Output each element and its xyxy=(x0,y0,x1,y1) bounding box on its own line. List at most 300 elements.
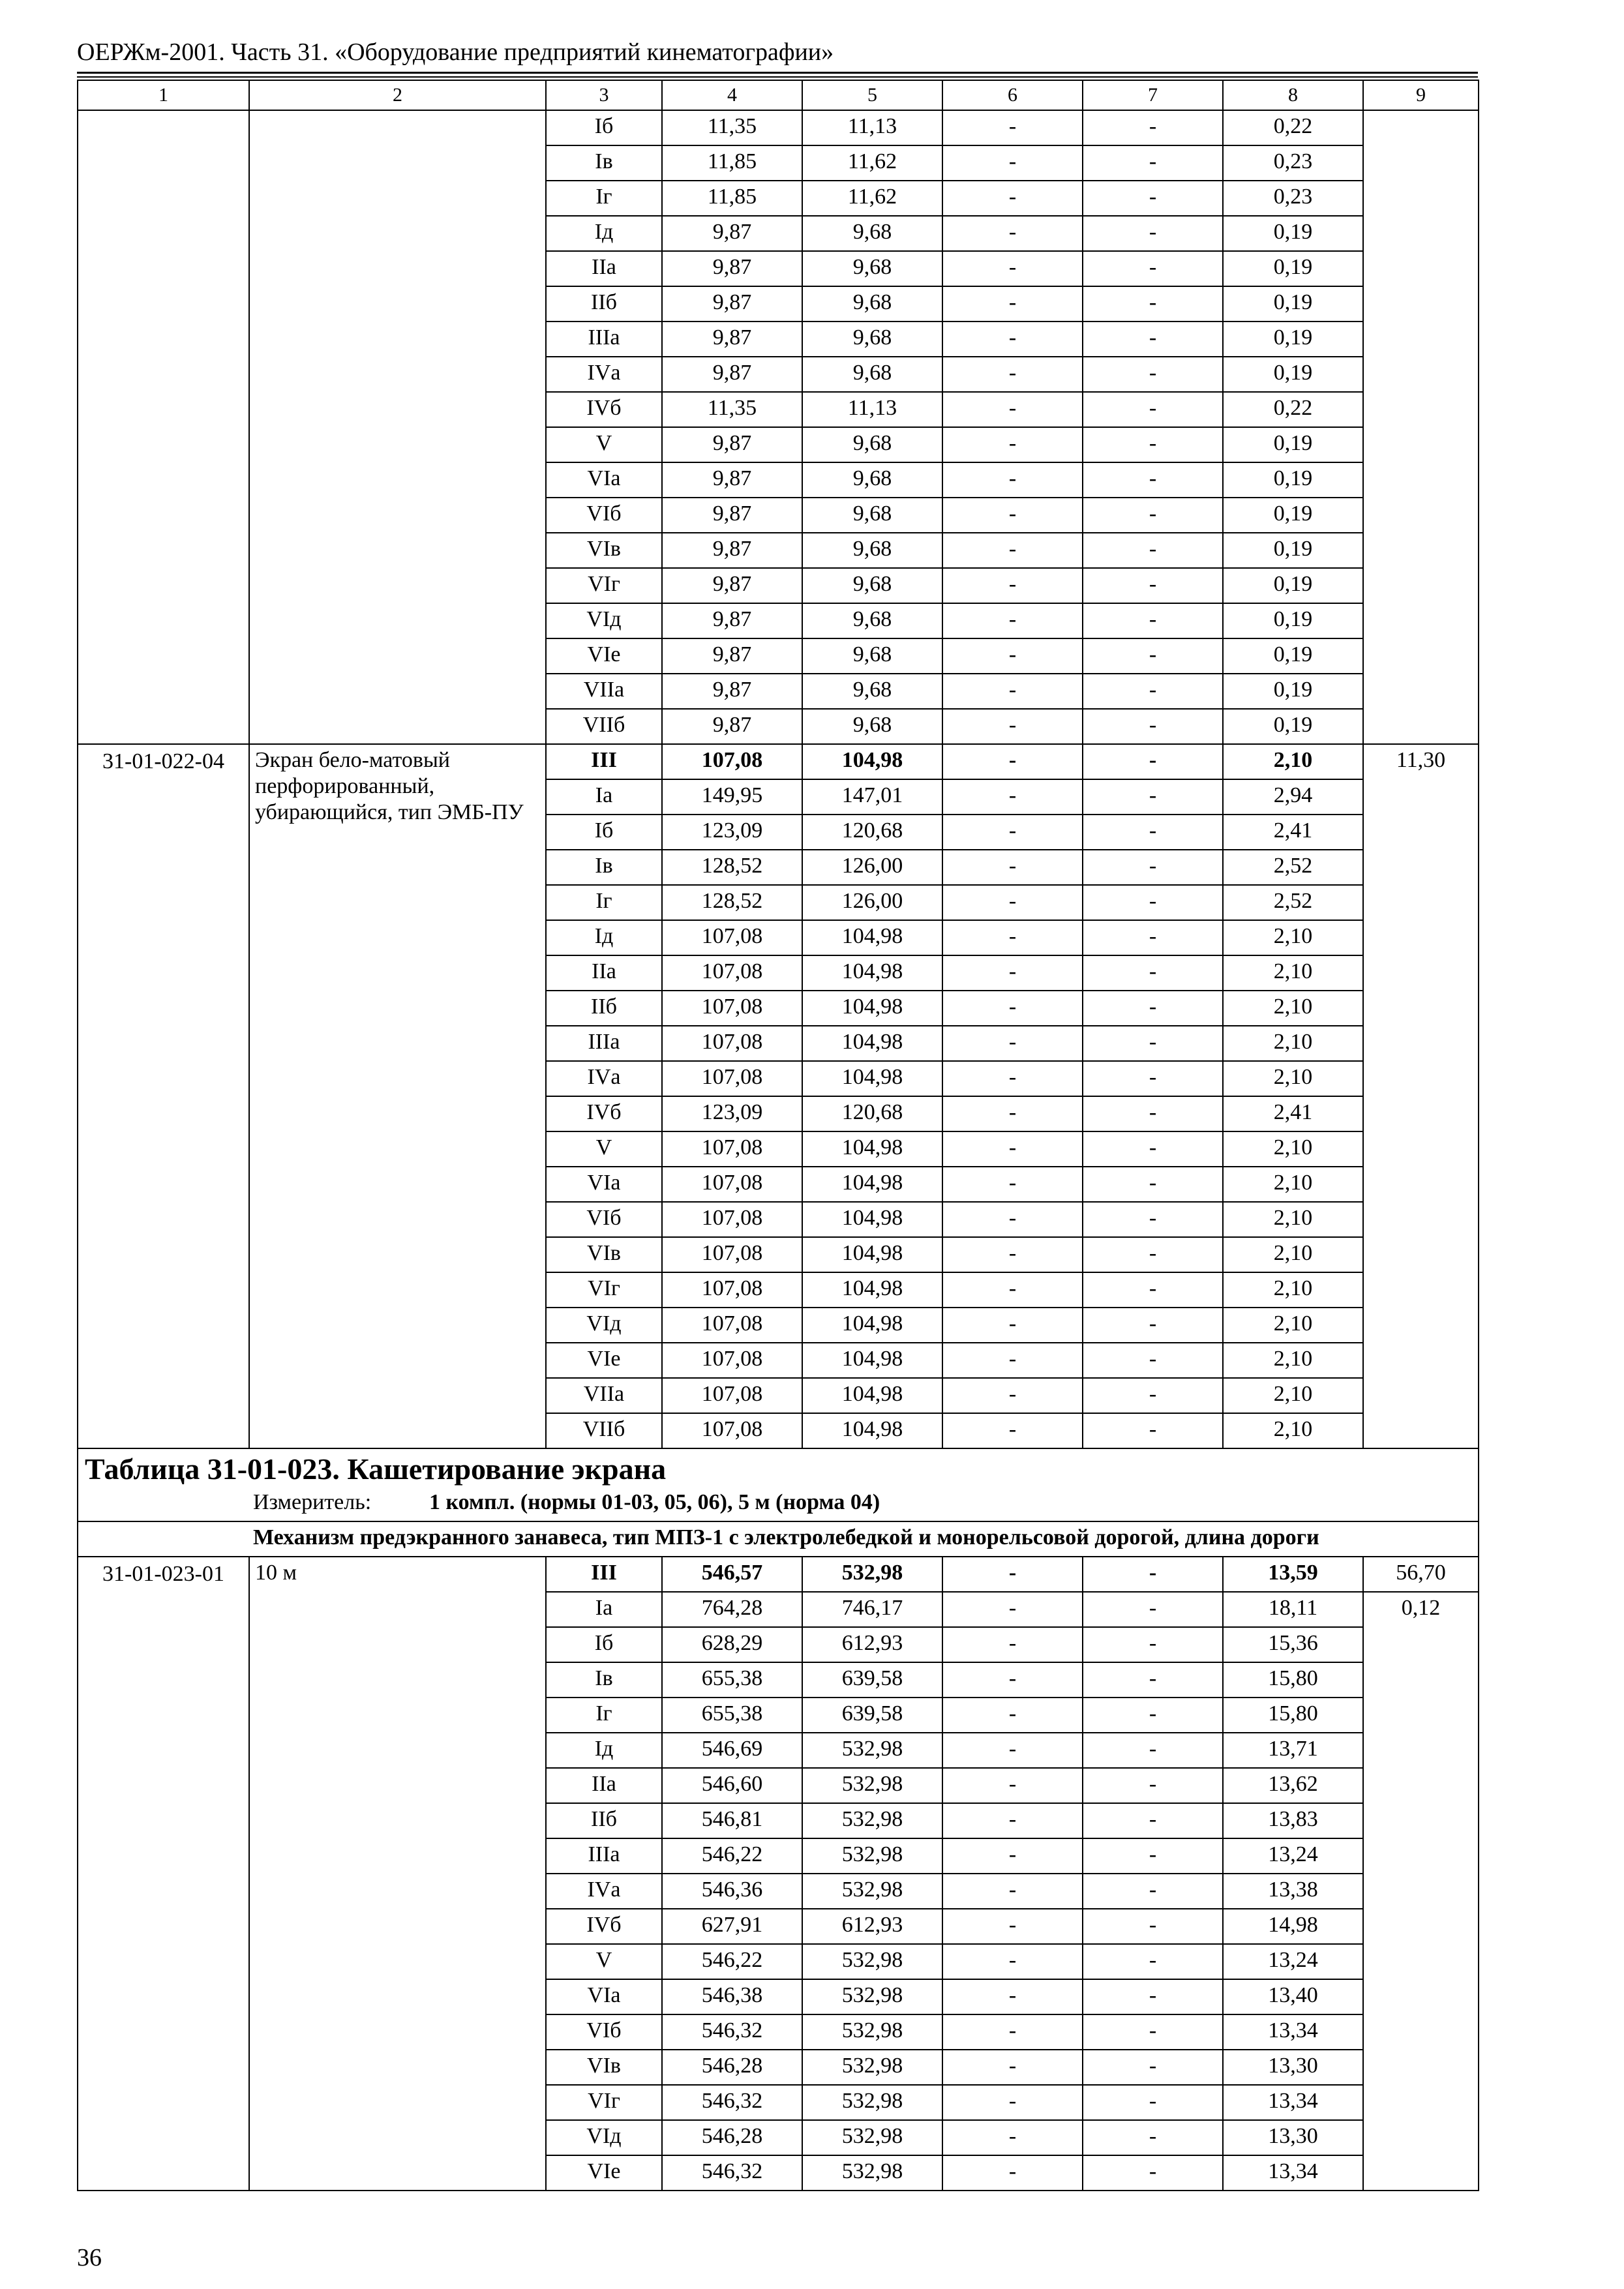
total-cost-cell: 546,32 xyxy=(662,2155,802,2191)
driver-wages-cell: - xyxy=(1083,1874,1223,1909)
total-cost-cell: 9,87 xyxy=(662,357,802,392)
driver-wages-cell: - xyxy=(1083,1026,1223,1061)
wages-cell: 9,68 xyxy=(802,568,942,603)
wages-cell: 639,58 xyxy=(802,1698,942,1733)
zone-cell: Iб xyxy=(546,815,662,850)
zone-cell: VIа xyxy=(546,1167,662,1202)
wages-cell: 9,68 xyxy=(802,709,942,744)
materials-cell: 13,30 xyxy=(1223,2050,1363,2085)
driver-wages-cell: - xyxy=(1083,885,1223,920)
driver-wages-cell: - xyxy=(1083,603,1223,638)
materials-cell: 13,34 xyxy=(1223,2014,1363,2050)
header-rule xyxy=(77,72,1478,74)
materials-cell: 0,19 xyxy=(1223,498,1363,533)
materials-cell: 2,10 xyxy=(1223,1308,1363,1343)
wages-cell: 9,68 xyxy=(802,674,942,709)
wages-cell: 104,98 xyxy=(802,991,942,1026)
zone-cell: III xyxy=(546,1557,662,1592)
machines-cell: - xyxy=(942,815,1083,850)
materials-cell: 13,24 xyxy=(1223,1944,1363,1979)
driver-wages-cell: - xyxy=(1083,2014,1223,2050)
driver-wages-cell: - xyxy=(1083,216,1223,251)
zone-cell: III xyxy=(546,744,662,779)
materials-cell: 15,80 xyxy=(1223,1662,1363,1698)
materials-cell: 2,10 xyxy=(1223,1202,1363,1237)
description-cell xyxy=(249,110,546,744)
materials-cell: 13,71 xyxy=(1223,1733,1363,1768)
materials-cell: 0,19 xyxy=(1223,462,1363,498)
materials-cell: 2,10 xyxy=(1223,1343,1363,1378)
page-header: ОЕРЖм-2001. Часть 31. «Оборудование предприятий кинематографии» xyxy=(77,38,834,66)
materials-cell: 13,34 xyxy=(1223,2155,1363,2191)
wages-cell: 532,98 xyxy=(802,1768,942,1803)
zone-cell: Iб xyxy=(546,1627,662,1662)
total-cost-cell: 655,38 xyxy=(662,1662,802,1698)
total-cost-cell: 128,52 xyxy=(662,850,802,885)
wages-cell: 104,98 xyxy=(802,920,942,955)
total-cost-cell: 546,36 xyxy=(662,1874,802,1909)
total-cost-cell: 546,38 xyxy=(662,1979,802,2014)
zone-cell: VIIб xyxy=(546,1413,662,1448)
materials-cell: 2,10 xyxy=(1223,955,1363,991)
driver-wages-cell: - xyxy=(1083,1557,1223,1592)
driver-wages-cell: - xyxy=(1083,392,1223,427)
zone-cell: VIе xyxy=(546,638,662,674)
driver-wages-cell: - xyxy=(1083,991,1223,1026)
driver-wages-cell: - xyxy=(1083,2050,1223,2085)
zone-cell: Iб xyxy=(546,110,662,145)
zone-cell: V xyxy=(546,1944,662,1979)
materials-cell: 2,10 xyxy=(1223,1272,1363,1308)
materials-cell: 0,22 xyxy=(1223,110,1363,145)
total-cost-cell: 655,38 xyxy=(662,1698,802,1733)
total-cost-cell: 11,35 xyxy=(662,392,802,427)
materials-cell: 13,34 xyxy=(1223,2085,1363,2120)
driver-wages-cell: - xyxy=(1083,1768,1223,1803)
zone-cell: IVа xyxy=(546,1061,662,1096)
measure-line xyxy=(78,1488,1478,1521)
wages-cell: 532,98 xyxy=(802,1838,942,1874)
column-number: 5 xyxy=(802,80,942,110)
total-cost-cell: 107,08 xyxy=(662,1413,802,1448)
wages-cell: 104,98 xyxy=(802,955,942,991)
total-cost-cell: 9,87 xyxy=(662,603,802,638)
column-number: 9 xyxy=(1363,80,1479,110)
zone-cell: Iд xyxy=(546,216,662,251)
driver-wages-cell: - xyxy=(1083,2085,1223,2120)
total-cost-cell: 546,22 xyxy=(662,1944,802,1979)
driver-wages-cell: - xyxy=(1083,920,1223,955)
machines-cell: - xyxy=(942,991,1083,1026)
total-cost-cell: 9,87 xyxy=(662,462,802,498)
machines-cell: - xyxy=(942,1272,1083,1308)
driver-wages-cell: - xyxy=(1083,815,1223,850)
machines-cell: - xyxy=(942,850,1083,885)
total-cost-cell: 107,08 xyxy=(662,991,802,1026)
wages-cell: 9,68 xyxy=(802,603,942,638)
driver-wages-cell: - xyxy=(1083,779,1223,815)
zone-cell: VIIа xyxy=(546,674,662,709)
materials-cell: 2,10 xyxy=(1223,1061,1363,1096)
driver-wages-cell: - xyxy=(1083,1944,1223,1979)
code-cell xyxy=(78,110,249,744)
machines-cell: - xyxy=(942,920,1083,955)
machines-cell: - xyxy=(942,638,1083,674)
zone-cell: VIд xyxy=(546,603,662,638)
materials-cell: 2,41 xyxy=(1223,1096,1363,1131)
column-number: 3 xyxy=(546,80,662,110)
wages-cell: 9,68 xyxy=(802,427,942,462)
machines-cell: - xyxy=(942,322,1083,357)
total-cost-cell: 107,08 xyxy=(662,1131,802,1167)
wages-cell: 532,98 xyxy=(802,1979,942,2014)
machines-cell: - xyxy=(942,286,1083,322)
materials-cell: 2,52 xyxy=(1223,850,1363,885)
total-cost-cell: 546,32 xyxy=(662,2014,802,2050)
measure-label: Измеритель: xyxy=(253,1490,372,1514)
zone-cell: IIа xyxy=(546,955,662,991)
materials-cell: 2,10 xyxy=(1223,1131,1363,1167)
machines-cell: - xyxy=(942,1627,1083,1662)
driver-wages-cell: - xyxy=(1083,638,1223,674)
zone-cell: VIе xyxy=(546,1343,662,1378)
zone-cell: VIб xyxy=(546,1202,662,1237)
header-rule xyxy=(77,76,1478,78)
total-cost-cell: 107,08 xyxy=(662,1272,802,1308)
zone-cell: IVа xyxy=(546,357,662,392)
wages-cell: 11,13 xyxy=(802,392,942,427)
wages-cell: 9,68 xyxy=(802,462,942,498)
page-number: 36 xyxy=(77,2244,102,2271)
total-cost-cell: 546,28 xyxy=(662,2120,802,2155)
driver-wages-cell: - xyxy=(1083,145,1223,181)
zone-cell: VIг xyxy=(546,2085,662,2120)
zone-cell: Iд xyxy=(546,920,662,955)
machines-cell: - xyxy=(942,216,1083,251)
total-cost-cell: 627,91 xyxy=(662,1909,802,1944)
driver-wages-cell: - xyxy=(1083,462,1223,498)
machines-cell: - xyxy=(942,709,1083,744)
driver-wages-cell: - xyxy=(1083,110,1223,145)
driver-wages-cell: - xyxy=(1083,322,1223,357)
machines-cell: - xyxy=(942,568,1083,603)
materials-cell: 2,41 xyxy=(1223,815,1363,850)
machines-cell: - xyxy=(942,251,1083,286)
description-cell: 10 м xyxy=(249,1557,546,2191)
materials-cell: 2,10 xyxy=(1223,1237,1363,1272)
table-row xyxy=(78,110,1479,145)
total-cost-cell: 107,08 xyxy=(662,1026,802,1061)
total-cost-cell: 546,81 xyxy=(662,1803,802,1838)
driver-wages-cell: - xyxy=(1083,1378,1223,1413)
machines-cell: - xyxy=(942,498,1083,533)
materials-cell: 0,19 xyxy=(1223,709,1363,744)
driver-wages-cell: - xyxy=(1083,533,1223,568)
total-cost-cell: 9,87 xyxy=(662,322,802,357)
zone-cell: IVб xyxy=(546,1909,662,1944)
zone-cell: VIб xyxy=(546,498,662,533)
driver-wages-cell: - xyxy=(1083,1592,1223,1627)
driver-wages-cell: - xyxy=(1083,498,1223,533)
table-row xyxy=(78,744,1479,779)
machines-cell: - xyxy=(942,1557,1083,1592)
table-title: Таблица 31-01-023. Кашетирование экрана xyxy=(85,1452,667,1486)
driver-wages-cell: - xyxy=(1083,1733,1223,1768)
materials-cell: 0,19 xyxy=(1223,568,1363,603)
machines-cell: - xyxy=(942,1662,1083,1698)
zone-cell: VIг xyxy=(546,568,662,603)
col9-cell: 0,12 xyxy=(1363,1592,1479,2191)
zone-cell: VIд xyxy=(546,1308,662,1343)
wages-cell: 147,01 xyxy=(802,779,942,815)
wages-cell: 532,98 xyxy=(802,2050,942,2085)
driver-wages-cell: - xyxy=(1083,744,1223,779)
machines-cell: - xyxy=(942,1026,1083,1061)
norms-table xyxy=(77,80,1479,2191)
column-number: 7 xyxy=(1083,80,1223,110)
zone-cell: V xyxy=(546,427,662,462)
total-cost-cell: 107,08 xyxy=(662,1308,802,1343)
total-cost-cell: 107,08 xyxy=(662,920,802,955)
total-cost-cell: 149,95 xyxy=(662,779,802,815)
wages-cell: 532,98 xyxy=(802,2120,942,2155)
total-cost-cell: 107,08 xyxy=(662,744,802,779)
total-cost-cell: 107,08 xyxy=(662,1378,802,1413)
zone-cell: Iв xyxy=(546,1662,662,1698)
zone-cell: IIIа xyxy=(546,1026,662,1061)
wages-cell: 104,98 xyxy=(802,1272,942,1308)
materials-cell: 0,19 xyxy=(1223,322,1363,357)
zone-cell: VIд xyxy=(546,2120,662,2155)
zone-cell: VIв xyxy=(546,533,662,568)
col9-cell: 11,30 xyxy=(1363,744,1479,1448)
zone-cell: VIв xyxy=(546,2050,662,2085)
machines-cell: - xyxy=(942,1838,1083,1874)
materials-cell: 2,10 xyxy=(1223,920,1363,955)
machines-cell: - xyxy=(942,181,1083,216)
zone-cell: Iд xyxy=(546,1733,662,1768)
driver-wages-cell: - xyxy=(1083,1167,1223,1202)
zone-cell: IIб xyxy=(546,1803,662,1838)
driver-wages-cell: - xyxy=(1083,1096,1223,1131)
wages-cell: 104,98 xyxy=(802,1237,942,1272)
col9-cell: 56,70 xyxy=(1363,1557,1479,1592)
wages-cell: 532,98 xyxy=(802,1874,942,1909)
zone-cell: IIIа xyxy=(546,1838,662,1874)
machines-cell: - xyxy=(942,1909,1083,1944)
total-cost-cell: 123,09 xyxy=(662,815,802,850)
machines-cell: - xyxy=(942,744,1083,779)
wages-cell: 104,98 xyxy=(802,744,942,779)
code-cell: 31-01-023-01 xyxy=(78,1557,249,2191)
materials-cell: 2,10 xyxy=(1223,1167,1363,1202)
wages-cell: 639,58 xyxy=(802,1662,942,1698)
wages-cell: 11,13 xyxy=(802,110,942,145)
col9-cell xyxy=(1363,110,1479,744)
zone-cell: Iг xyxy=(546,885,662,920)
machines-cell: - xyxy=(942,110,1083,145)
driver-wages-cell: - xyxy=(1083,1061,1223,1096)
wages-cell: 120,68 xyxy=(802,1096,942,1131)
machines-cell: - xyxy=(942,357,1083,392)
machines-cell: - xyxy=(942,674,1083,709)
zone-cell: VIIб xyxy=(546,709,662,744)
zone-cell: Iа xyxy=(546,779,662,815)
wages-cell: 104,98 xyxy=(802,1343,942,1378)
wages-cell: 532,98 xyxy=(802,2155,942,2191)
machines-cell: - xyxy=(942,2120,1083,2155)
machines-cell: - xyxy=(942,1237,1083,1272)
column-number-row xyxy=(78,80,1479,110)
materials-cell: 0,23 xyxy=(1223,145,1363,181)
total-cost-cell: 107,08 xyxy=(662,1167,802,1202)
total-cost-cell: 546,57 xyxy=(662,1557,802,1592)
total-cost-cell: 9,87 xyxy=(662,216,802,251)
wages-cell: 104,98 xyxy=(802,1061,942,1096)
mechanism-row xyxy=(78,1521,1479,1557)
measure-value: 1 компл. (нормы 01-03, 05, 06), 5 м (норма 04) xyxy=(429,1490,880,1514)
zone-cell: V xyxy=(546,1131,662,1167)
machines-cell: - xyxy=(942,1378,1083,1413)
machines-cell: - xyxy=(942,2085,1083,2120)
wages-cell: 104,98 xyxy=(802,1167,942,1202)
total-cost-cell: 546,28 xyxy=(662,2050,802,2085)
driver-wages-cell: - xyxy=(1083,1237,1223,1272)
machines-cell: - xyxy=(942,1061,1083,1096)
machines-cell: - xyxy=(942,1096,1083,1131)
materials-cell: 0,19 xyxy=(1223,357,1363,392)
driver-wages-cell: - xyxy=(1083,181,1223,216)
machines-cell: - xyxy=(942,1131,1083,1167)
total-cost-cell: 9,87 xyxy=(662,568,802,603)
driver-wages-cell: - xyxy=(1083,568,1223,603)
machines-cell: - xyxy=(942,603,1083,638)
driver-wages-cell: - xyxy=(1083,1308,1223,1343)
column-number: 1 xyxy=(78,80,249,110)
materials-cell: 2,10 xyxy=(1223,1026,1363,1061)
machines-cell: - xyxy=(942,2014,1083,2050)
total-cost-cell: 9,87 xyxy=(662,709,802,744)
driver-wages-cell: - xyxy=(1083,955,1223,991)
machines-cell: - xyxy=(942,145,1083,181)
machines-cell: - xyxy=(942,533,1083,568)
driver-wages-cell: - xyxy=(1083,1662,1223,1698)
driver-wages-cell: - xyxy=(1083,1979,1223,2014)
driver-wages-cell: - xyxy=(1083,1909,1223,1944)
wages-cell: 104,98 xyxy=(802,1202,942,1237)
materials-cell: 13,40 xyxy=(1223,1979,1363,2014)
total-cost-cell: 9,87 xyxy=(662,533,802,568)
driver-wages-cell: - xyxy=(1083,1838,1223,1874)
machines-cell: - xyxy=(942,1768,1083,1803)
materials-cell: 2,10 xyxy=(1223,1413,1363,1448)
materials-cell: 13,24 xyxy=(1223,1838,1363,1874)
total-cost-cell: 107,08 xyxy=(662,1237,802,1272)
zone-cell: Iв xyxy=(546,850,662,885)
machines-cell: - xyxy=(942,1202,1083,1237)
materials-cell: 13,59 xyxy=(1223,1557,1363,1592)
materials-cell: 0,22 xyxy=(1223,392,1363,427)
wages-cell: 104,98 xyxy=(802,1378,942,1413)
zone-cell: VIе xyxy=(546,2155,662,2191)
wages-cell: 104,98 xyxy=(802,1413,942,1448)
materials-cell: 0,19 xyxy=(1223,427,1363,462)
zone-cell: IIIа xyxy=(546,322,662,357)
section-header xyxy=(78,1448,1479,1521)
materials-cell: 2,10 xyxy=(1223,1378,1363,1413)
zone-cell: VIа xyxy=(546,1979,662,2014)
total-cost-cell: 9,87 xyxy=(662,251,802,286)
total-cost-cell: 9,87 xyxy=(662,638,802,674)
wages-cell: 532,98 xyxy=(802,2085,942,2120)
driver-wages-cell: - xyxy=(1083,1272,1223,1308)
total-cost-cell: 11,85 xyxy=(662,181,802,216)
total-cost-cell: 546,60 xyxy=(662,1768,802,1803)
wages-cell: 9,68 xyxy=(802,533,942,568)
driver-wages-cell: - xyxy=(1083,357,1223,392)
machines-cell: - xyxy=(942,1167,1083,1202)
mechanism-heading: Механизм предэкранного занавеса, тип МПЗ-1 с электролебедкой и монорельсовой дорогой, длина дороги xyxy=(78,1521,1479,1557)
wages-cell: 126,00 xyxy=(802,850,942,885)
materials-cell: 2,10 xyxy=(1223,744,1363,779)
driver-wages-cell: - xyxy=(1083,1343,1223,1378)
wages-cell: 746,17 xyxy=(802,1592,942,1627)
driver-wages-cell: - xyxy=(1083,2155,1223,2191)
materials-cell: 13,62 xyxy=(1223,1768,1363,1803)
driver-wages-cell: - xyxy=(1083,674,1223,709)
wages-cell: 9,68 xyxy=(802,498,942,533)
machines-cell: - xyxy=(942,885,1083,920)
materials-cell: 13,38 xyxy=(1223,1874,1363,1909)
machines-cell: - xyxy=(942,1343,1083,1378)
wages-cell: 9,68 xyxy=(802,286,942,322)
zone-cell: IVа xyxy=(546,1874,662,1909)
machines-cell: - xyxy=(942,462,1083,498)
total-cost-cell: 107,08 xyxy=(662,1061,802,1096)
machines-cell: - xyxy=(942,1874,1083,1909)
wages-cell: 612,93 xyxy=(802,1627,942,1662)
materials-cell: 13,30 xyxy=(1223,2120,1363,2155)
total-cost-cell: 9,87 xyxy=(662,286,802,322)
machines-cell: - xyxy=(942,2155,1083,2191)
total-cost-cell: 9,87 xyxy=(662,427,802,462)
machines-cell: - xyxy=(942,1979,1083,2014)
zone-cell: IVб xyxy=(546,392,662,427)
materials-cell: 2,52 xyxy=(1223,885,1363,920)
materials-cell: 2,94 xyxy=(1223,779,1363,815)
wages-cell: 612,93 xyxy=(802,1909,942,1944)
wages-cell: 9,68 xyxy=(802,357,942,392)
zone-cell: VIа xyxy=(546,462,662,498)
total-cost-cell: 9,87 xyxy=(662,674,802,709)
driver-wages-cell: - xyxy=(1083,251,1223,286)
driver-wages-cell: - xyxy=(1083,1131,1223,1167)
driver-wages-cell: - xyxy=(1083,1413,1223,1448)
materials-cell: 14,98 xyxy=(1223,1909,1363,1944)
total-cost-cell: 546,22 xyxy=(662,1838,802,1874)
zone-cell: VIIа xyxy=(546,1378,662,1413)
materials-cell: 15,36 xyxy=(1223,1627,1363,1662)
zone-cell: IIа xyxy=(546,251,662,286)
machines-cell: - xyxy=(942,1944,1083,1979)
materials-cell: 0,19 xyxy=(1223,533,1363,568)
machines-cell: - xyxy=(942,392,1083,427)
materials-cell: 13,83 xyxy=(1223,1803,1363,1838)
total-cost-cell: 128,52 xyxy=(662,885,802,920)
total-cost-cell: 123,09 xyxy=(662,1096,802,1131)
total-cost-cell: 11,35 xyxy=(662,110,802,145)
zone-cell: VIв xyxy=(546,1237,662,1272)
